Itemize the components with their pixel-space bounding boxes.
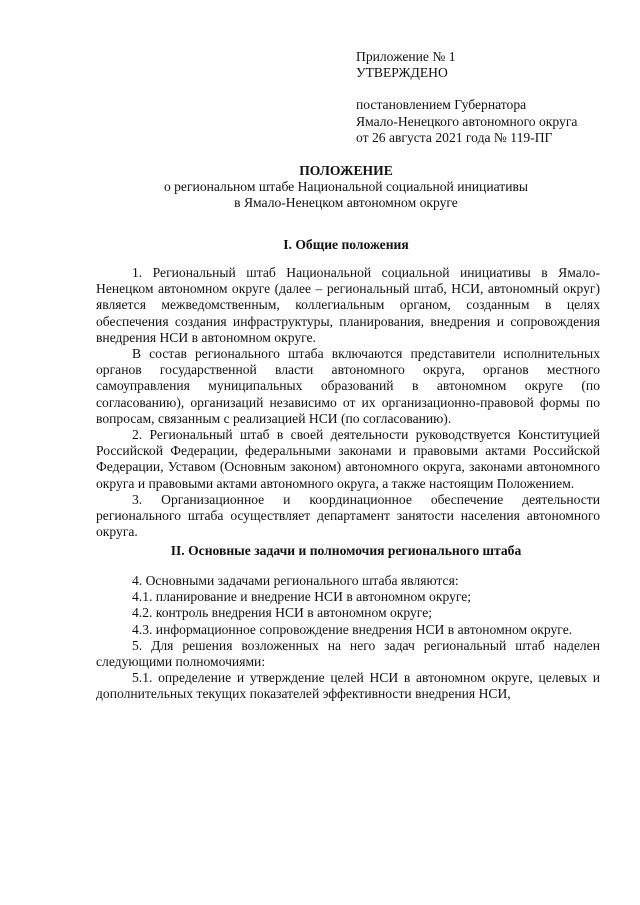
paragraph: 4.3. информационное сопровождение внедрения НСИ в автономном округе. bbox=[132, 621, 573, 637]
paragraph: 4.1. планирование и внедрение НСИ в автономном округе; bbox=[132, 589, 472, 605]
paragraph: 4. Основными задачами регионального штаба являются: bbox=[132, 573, 459, 588]
paragraph: 4.2. контроль внедрения НСИ в автономном округе; bbox=[132, 605, 433, 621]
paragraph: 5.1. определение и утверждение целей НСИ в автономном округе, целевых и дополнительных текущих показателей эффективности внедрения НСИ, bbox=[96, 670, 600, 702]
title-heading: ПОЛОЖЕНИЕ bbox=[299, 163, 393, 178]
paragraph: 1. Региональный штаб Национальной социальной инициативы в Ямало-Ненецком автономном округе (далее – региональный штаб, НСИ, автономный округ) является межведомственным, коллегиальным органом, созданным в целях обеспечения создания инфраструктуры, планирования, внедрения и сопровождения внедрения НСИ в автономном округе. bbox=[96, 265, 600, 345]
document-title bbox=[96, 163, 596, 212]
decree-line: постановлением Губернатора bbox=[356, 97, 527, 113]
section-2-heading: II. Основные задачи и полномочия регионального штаба bbox=[170, 543, 522, 558]
approval-block bbox=[356, 49, 616, 146]
paragraph: 5. Для решения возложенных на него задач региональный штаб наделен следующими полномочиями: bbox=[96, 637, 600, 670]
decree-date: от 26 августа 2021 года № 119-ПГ bbox=[356, 129, 553, 145]
section-2-body bbox=[96, 573, 600, 703]
section-1-heading: I. Общие положения bbox=[283, 237, 409, 252]
paragraph: В состав регионального штаба включаются представители исполнительных органов государственной власти автономного округа, органов местного самоуправления муниципальных образований в автономном округе (по согласованию), организаций независимо от их организационно-правовой формы по вопросам, связанным с реализацией НСИ (по согласованию). bbox=[96, 346, 600, 426]
region-line: Ямало-Ненецкого автономного округа bbox=[356, 113, 578, 129]
paragraph: 3. Организационное и координационное обеспечение деятельности регионального штаба осуществляет департамент занятости населения автономного округа. bbox=[96, 491, 600, 540]
title-subtitle-2: в Ямало-Ненецком автономном округе bbox=[234, 195, 458, 211]
title-subtitle-1: о региональном штабе Национальной социальной инициативы bbox=[163, 179, 529, 195]
appendix-number: Приложение № 1 bbox=[356, 49, 456, 64]
approved-label: УТВЕРЖДЕНО bbox=[356, 65, 448, 81]
section-1-body bbox=[96, 265, 600, 540]
paragraph: 2. Региональный штаб в своей деятельности руководствуется Конституцией Российской Федерации, федеральными законами и правовыми актами Российской Федерации, Уставом (Основным законом) автономного округа, законами автономного округа и правовыми актами автономного округа, а также настоящим Положением. bbox=[96, 427, 600, 491]
